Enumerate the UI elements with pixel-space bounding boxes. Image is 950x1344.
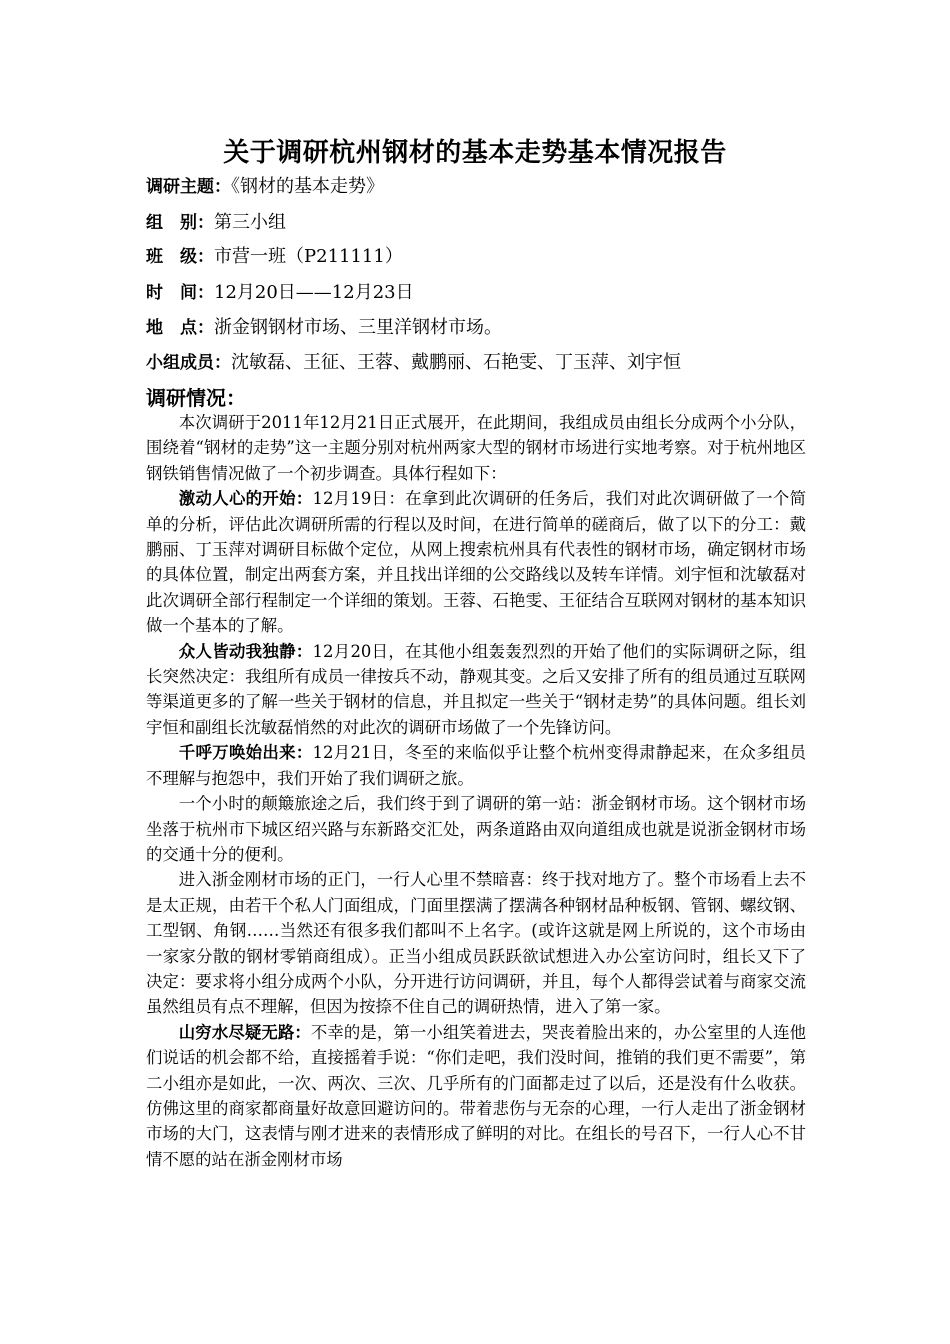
meta-class	[146, 245, 403, 269]
meta-label: 小组成员：	[146, 353, 231, 373]
paragraph	[146, 867, 806, 1019]
paragraph	[146, 1020, 806, 1172]
paragraph	[146, 791, 806, 867]
meta-value: 《钢材的基本走势》	[231, 176, 384, 197]
paragraph-lead: 众人皆动我独静：	[178, 641, 313, 661]
paragraph-text: 不幸的是，第一小组笑着进去，哭丧着脸出来的，办公室里的人连他们说话的机会都不给，直接摇着手说：“你们走吧，我们没时间，推销的我们更不需要”，第二小组亦是如此，一次、两次、三次、几乎所有的门面都走过了以后，还是没有什么收获。仿佛这里的商家都商量好故意回避访问的。带着悲伤与无奈的心理，一行人走出了浙金钢材市场的大门，这表情与刚才进来的表情形成了鲜明的对比。在组长的号召下，一行人心不甘情不愿的站在浙金刚材市场	[146, 1022, 807, 1169]
meta-members	[146, 351, 681, 375]
meta-value: 12月20日——12月23日	[214, 282, 414, 303]
document-title: 关于调研杭州钢材的基本走势基本情况报告	[223, 138, 727, 168]
report-body	[146, 410, 806, 1172]
paragraph-text: 12月20日，在其他小组轰轰烈烈的开始了他们的实际调研之际，组长突然决定：我组所有成员一律按兵不动，静观其变。之后又安排了所有的组员通过互联网等渠道更多的了解一些关于钢材的信息，并且拟定一些关于“钢材走势”的具体问题。组长刘宇恒和副组长沈敏磊悄然的对此次的调研市场做了一个先锋访问。	[146, 641, 806, 737]
paragraph-text: 一个小时的颠簸旅途之后，我们终于到了调研的第一站：浙金钢材市场。这个钢材市场坐落于杭州市下城区绍兴路与东新路交汇处，两条道路由双向道组成也就是说浙金钢材市场的交通十分的便利。	[146, 794, 806, 864]
paragraph	[146, 486, 806, 638]
meta-value: 浙金钢钢材市场、三里洋钢材市场。	[214, 317, 502, 338]
paragraph	[146, 410, 806, 486]
meta-time	[146, 281, 414, 305]
section-heading: 调研情况：	[146, 386, 246, 410]
paragraph-text: 进入浙金刚材市场的正门，一行人心里不禁暗喜：终于找对地方了。整个市场看上去不是太正规，由若干个私人门面组成，门面里摆满了摆满各种钢材品种板钢、管钢、螺纹钢、工型钢、角钢……当然还有很多我们都叫不上名字。(或许这就是网上所说的，这个市场由一家家分散的钢材零销商组成）。正当小组成员跃跃欲试想进入办公室访问时，组长又下了决定：要求将小组分成两个小队，分开进行访问调研，并且，每个人都得尝试着与商家交流虽然组员有点不理解，但因为按捺不住自己的调研热情，进入了第一家。	[146, 870, 806, 1017]
paragraph	[146, 639, 806, 741]
paragraph-lead: 山穷水尽疑无路：	[178, 1022, 311, 1042]
meta-value: 沈敏磊、王征、王蓉、戴鹏丽、石艳雯、丁玉萍、刘宇恒	[231, 352, 681, 373]
meta-label: 组 别：	[146, 213, 214, 233]
paragraph-text: 本次调研于2011年12月21日正式展开，在此期间，我组成员由组长分成两个小分队，围绕着“钢材的走势”这一主题分别对杭州两家大型的钢材市场进行实地考察。对于杭州地区钢铁销售情况做了一个初步调查。具体行程如下：	[146, 413, 806, 483]
meta-value: 第三小组	[214, 212, 286, 233]
meta-label: 时 间：	[146, 283, 214, 303]
meta-label: 调研主题：	[146, 177, 231, 197]
meta-label: 班 级：	[146, 247, 214, 267]
paragraph-text: 12月21日，冬至的来临似乎让整个杭州变得肃静起来，在众多组员不理解与抱怨中，我们开始了我们调研之旅。	[146, 743, 806, 788]
meta-label: 地 点：	[146, 318, 214, 338]
meta-group	[146, 211, 286, 235]
paragraph-lead: 千呼万唤始出来：	[178, 743, 313, 763]
meta-topic	[146, 175, 384, 199]
paragraph-lead: 激动人心的开始：	[178, 489, 313, 509]
paragraph	[146, 740, 806, 791]
meta-location	[146, 316, 502, 340]
meta-value: 市营一班（P211111）	[214, 246, 403, 267]
paragraph-text: 12月19日：在拿到此次调研的任务后，我们对此次调研做了一个简单的分析，评估此次调研所需的行程以及时间，在进行简单的磋商后，做了以下的分工：戴鹏丽、丁玉萍对调研目标做个定位，从网上搜索杭州具有代表性的钢材市场，确定钢材市场的具体位置，制定出两套方案，并且找出详细的公交路线以及转车详情。刘宇恒和沈敏磊对此次调研全部行程制定一个详细的策划。王蓉、石艳雯、王征结合互联网对钢材的基本知识做一个基本的了解。	[146, 489, 806, 636]
